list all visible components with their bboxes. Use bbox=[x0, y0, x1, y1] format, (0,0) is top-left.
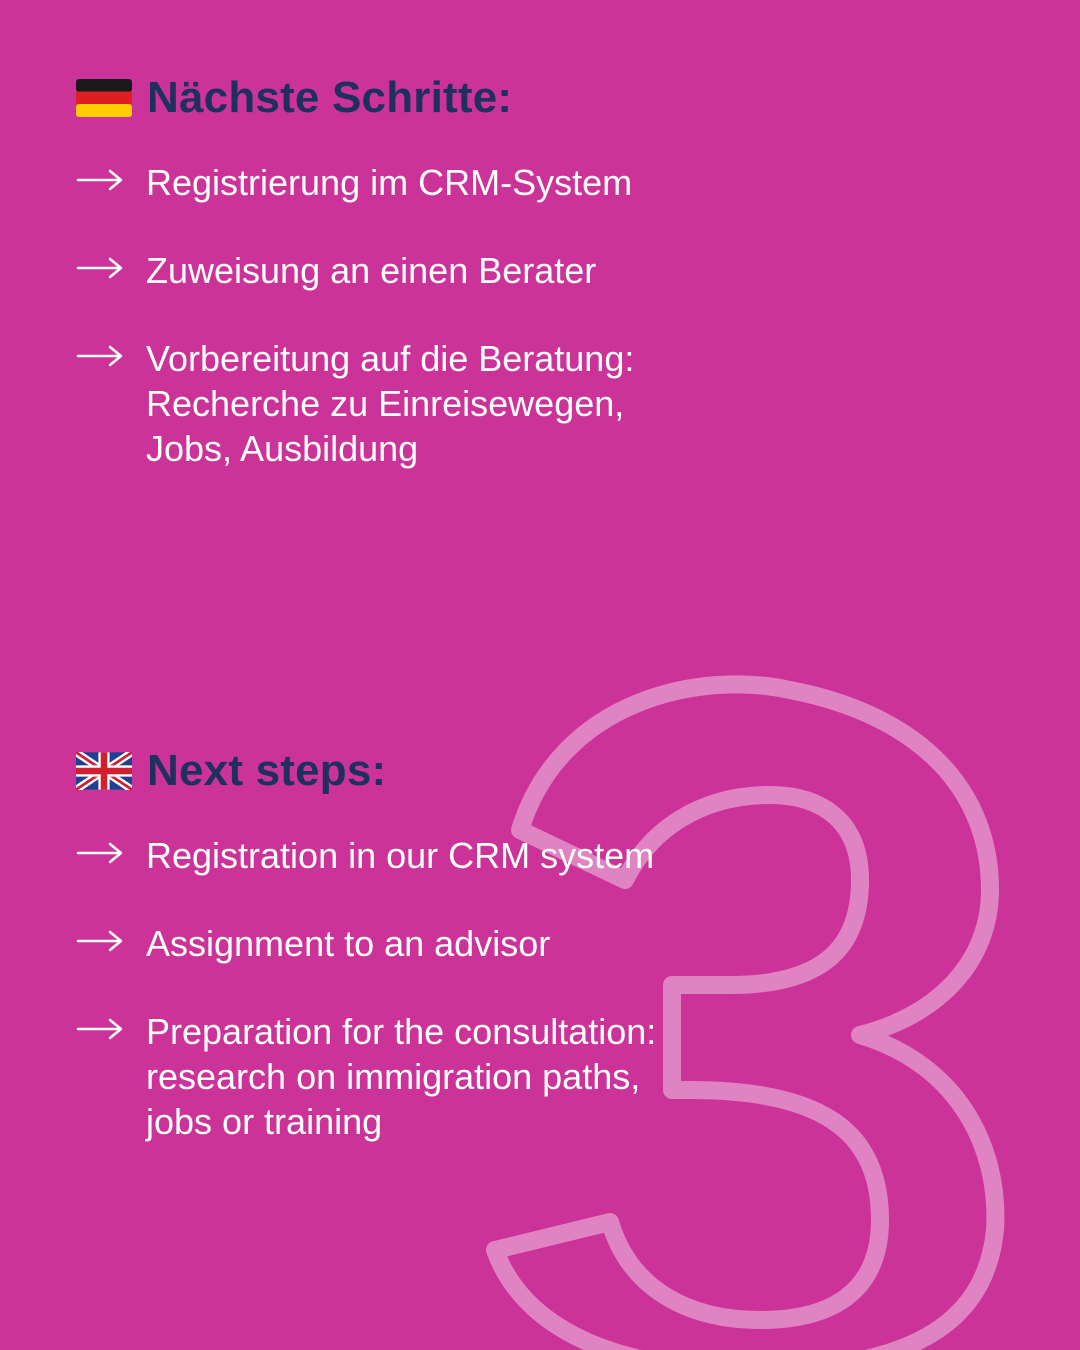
step-text: Vorbereitung auf die Beratung: Recherche zu Einreisewegen, Jobs, Ausbildung bbox=[146, 338, 635, 469]
list-item bbox=[76, 921, 976, 966]
arrow-right-icon bbox=[76, 336, 146, 381]
english-section bbox=[76, 741, 976, 1187]
arrow-right-icon bbox=[76, 160, 146, 205]
step-text: Registration in our CRM system bbox=[146, 835, 655, 876]
uk-flag-icon bbox=[76, 752, 132, 790]
step-text: Registrierung im CRM-System bbox=[146, 162, 633, 203]
step-text: Zuweisung an einen Berater bbox=[146, 250, 597, 291]
arrow-right-icon bbox=[76, 248, 146, 293]
arrow-right-icon bbox=[76, 1009, 146, 1054]
english-title: Next steps: bbox=[147, 746, 387, 795]
list-item bbox=[76, 248, 976, 293]
english-heading bbox=[76, 741, 976, 801]
list-item bbox=[76, 1009, 976, 1144]
english-steps-list bbox=[76, 833, 976, 1144]
german-heading bbox=[76, 68, 976, 128]
step-text: Assignment to an advisor bbox=[146, 923, 551, 964]
list-item bbox=[76, 833, 976, 878]
german-title: Nächste Schritte: bbox=[147, 73, 513, 122]
german-steps-list bbox=[76, 160, 976, 471]
german-section bbox=[76, 68, 976, 514]
step-text: Preparation for the consultation: research on immigration paths, jobs or training bbox=[146, 1011, 657, 1142]
germany-flag-icon bbox=[76, 79, 132, 117]
list-item bbox=[76, 336, 976, 471]
arrow-right-icon bbox=[76, 833, 146, 878]
list-item bbox=[76, 160, 976, 205]
arrow-right-icon bbox=[76, 921, 146, 966]
